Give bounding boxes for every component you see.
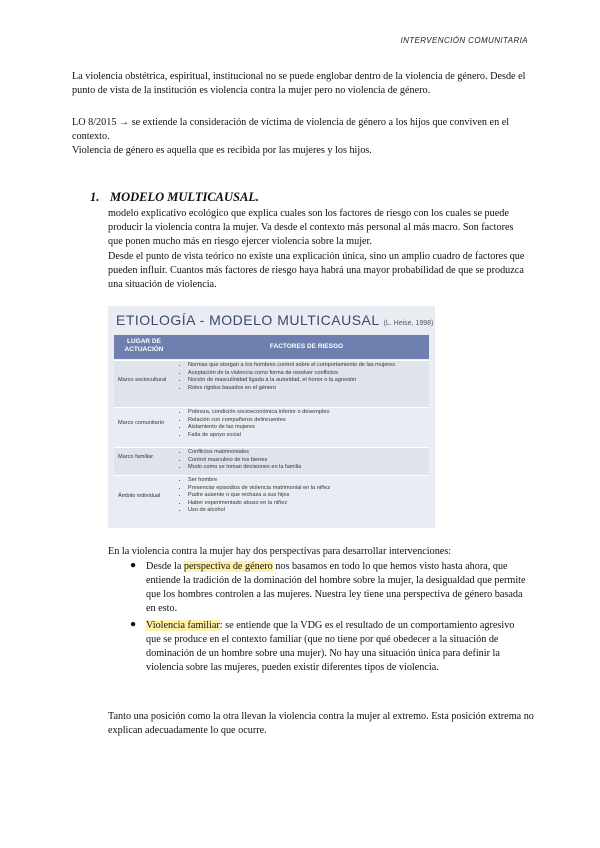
figure-row-label: Marco sociocultural — [118, 377, 167, 383]
bullet-1: ● — [130, 560, 137, 571]
col-header-factores: FACTORES DE RIESGO — [269, 343, 344, 350]
risk-factor: • Normas que otorgan a los hombres control sobre el comportamiento de las mujeres — [188, 362, 430, 370]
b1-post: nos basamos en todo lo que hemos visto hasta ahora, que entiende la tradición de la dominación del hombre sobre la mujer, la desigualdad que permite que los hombres controlen a las mujeres. Nuestra ley tiene una perspectiva de género basada en esto. — [146, 561, 526, 614]
figure-title — [116, 312, 433, 328]
figure-row — [114, 447, 429, 476]
risk-factor: • Falta de apoyo social — [188, 432, 430, 440]
page-header: INTERVENCIÓN COMUNITARIA — [400, 36, 528, 45]
risk-factor: • Presenciar episodios de violencia matrimonial en la niñez — [188, 485, 430, 493]
law-note: LO 8/2015 → se extiende la consideración de víctima de violencia de género a los hijos que conviven en el contexto. — [72, 117, 510, 142]
risk-factor: • Roles rígidos basados en el género — [188, 385, 430, 393]
intro-paragraph-2 — [72, 116, 532, 158]
figure-row — [114, 360, 429, 408]
risk-factor: • Uso de alcohol — [188, 507, 430, 515]
figure-row-label: Marco comunitario — [118, 420, 165, 426]
risk-factor: • Padre ausente o que rechaza a sus hijos — [188, 492, 430, 500]
section-body-p1: modelo explicativo ecológico que explica cuales son los factores de riesgo con los cuales se puede producir la violencia contra la mujer. Va desde el contexto más personal al más macro. Son factores que ponen mucho más en riesgo ejercer violencia sobre la mujer. — [108, 208, 514, 248]
section-body-p2: Desde el punto de vista teórico no existe una explicación única, sino un amplio cuadro de factores que pueden influir. Cuantos más factores de riesgo haya habrá una mayor probabilidad de que se produzca una situación de violencia. — [108, 250, 525, 291]
b1-pre: Desde la — [146, 561, 184, 572]
risk-factor: • Noción de masculinidad ligada a la autoridad, el honor o la agresión — [188, 377, 430, 385]
figure-title-text: ETIOLOGÍA - MODELO MULTICAUSAL — [116, 312, 380, 328]
risk-factor: • Control masculino de los bienes — [188, 457, 430, 465]
figure-row-label: Marco familiar — [118, 454, 154, 460]
col-header-lugar: LUGAR DE ACTUACIÓN — [124, 338, 164, 353]
figure-row — [114, 475, 429, 526]
intro-paragraph-1: La violencia obstétrica, espiritual, institucional no se puede englobar dentro de la violencia de género. Desde el punto de vista de la institución es violencia contra la mujer pero no violencia de género. — [72, 71, 526, 96]
risk-factor: • Conflictos matrimoniales — [188, 449, 430, 457]
section-title: MODELO MULTICAUSAL. — [110, 190, 260, 204]
bullet-2: ● — [130, 619, 137, 630]
risk-factor: • Relación con compañeros delincuentes — [188, 417, 430, 425]
conclusion-paragraph: Tanto una posición como la otra llevan la violencia contra la mujer al extremo. Esta posición extrema no explican adecuadamente lo que ocurre. — [108, 711, 534, 736]
figure-row-factors — [180, 449, 430, 472]
perspective-family — [146, 619, 526, 675]
section-body — [108, 207, 528, 292]
figure-row — [114, 407, 429, 448]
risk-factor: • Haber experimentado abuso en la niñez — [188, 500, 430, 508]
b1-highlight: perspectiva de género — [183, 561, 273, 572]
risk-factor: • Aceptación de la violencia como forma de resolver conflictos — [188, 370, 430, 378]
figure-subtitle: (L. Heise, 1998) — [383, 320, 434, 327]
b2-post: : se entiende que la VDG es el resultado de un comportamiento agresivo que se produce en el contexto familiar (que no tiene por qué obedecer a la situación de dominación de un hombre sobre una mujer). No hay una situación única para definir la violencia sobre las mujeres, pueden existir diferentes tipos de violencia. — [146, 620, 515, 673]
definition-note: Violencia de género es aquella que es recibida por las mujeres y los hijos. — [72, 145, 372, 156]
perspectives-intro: En la violencia contra la mujer hay dos perspectivas para desarrollar intervenciones: — [108, 546, 452, 557]
risk-factor: • Aislamiento de las mujeres — [188, 424, 430, 432]
figure-row-label: Ámbito individual — [118, 493, 161, 499]
risk-factor: • Modo como se toman decisiones en la familia — [188, 464, 430, 472]
etiology-figure — [108, 306, 435, 528]
perspective-gender — [146, 560, 526, 616]
b2-highlight: Violencia familiar — [146, 620, 220, 631]
risk-factor: • Pobreza, condición socioeconómica inferior o desempleo — [188, 409, 430, 417]
section-heading — [90, 190, 259, 205]
section-number: 1. — [90, 190, 100, 204]
figure-row-factors — [180, 409, 430, 439]
figure-row-factors — [180, 477, 430, 515]
figure-row-factors — [180, 362, 430, 392]
figure-table-header — [114, 335, 429, 359]
risk-factor: • Ser hombre — [188, 477, 430, 485]
